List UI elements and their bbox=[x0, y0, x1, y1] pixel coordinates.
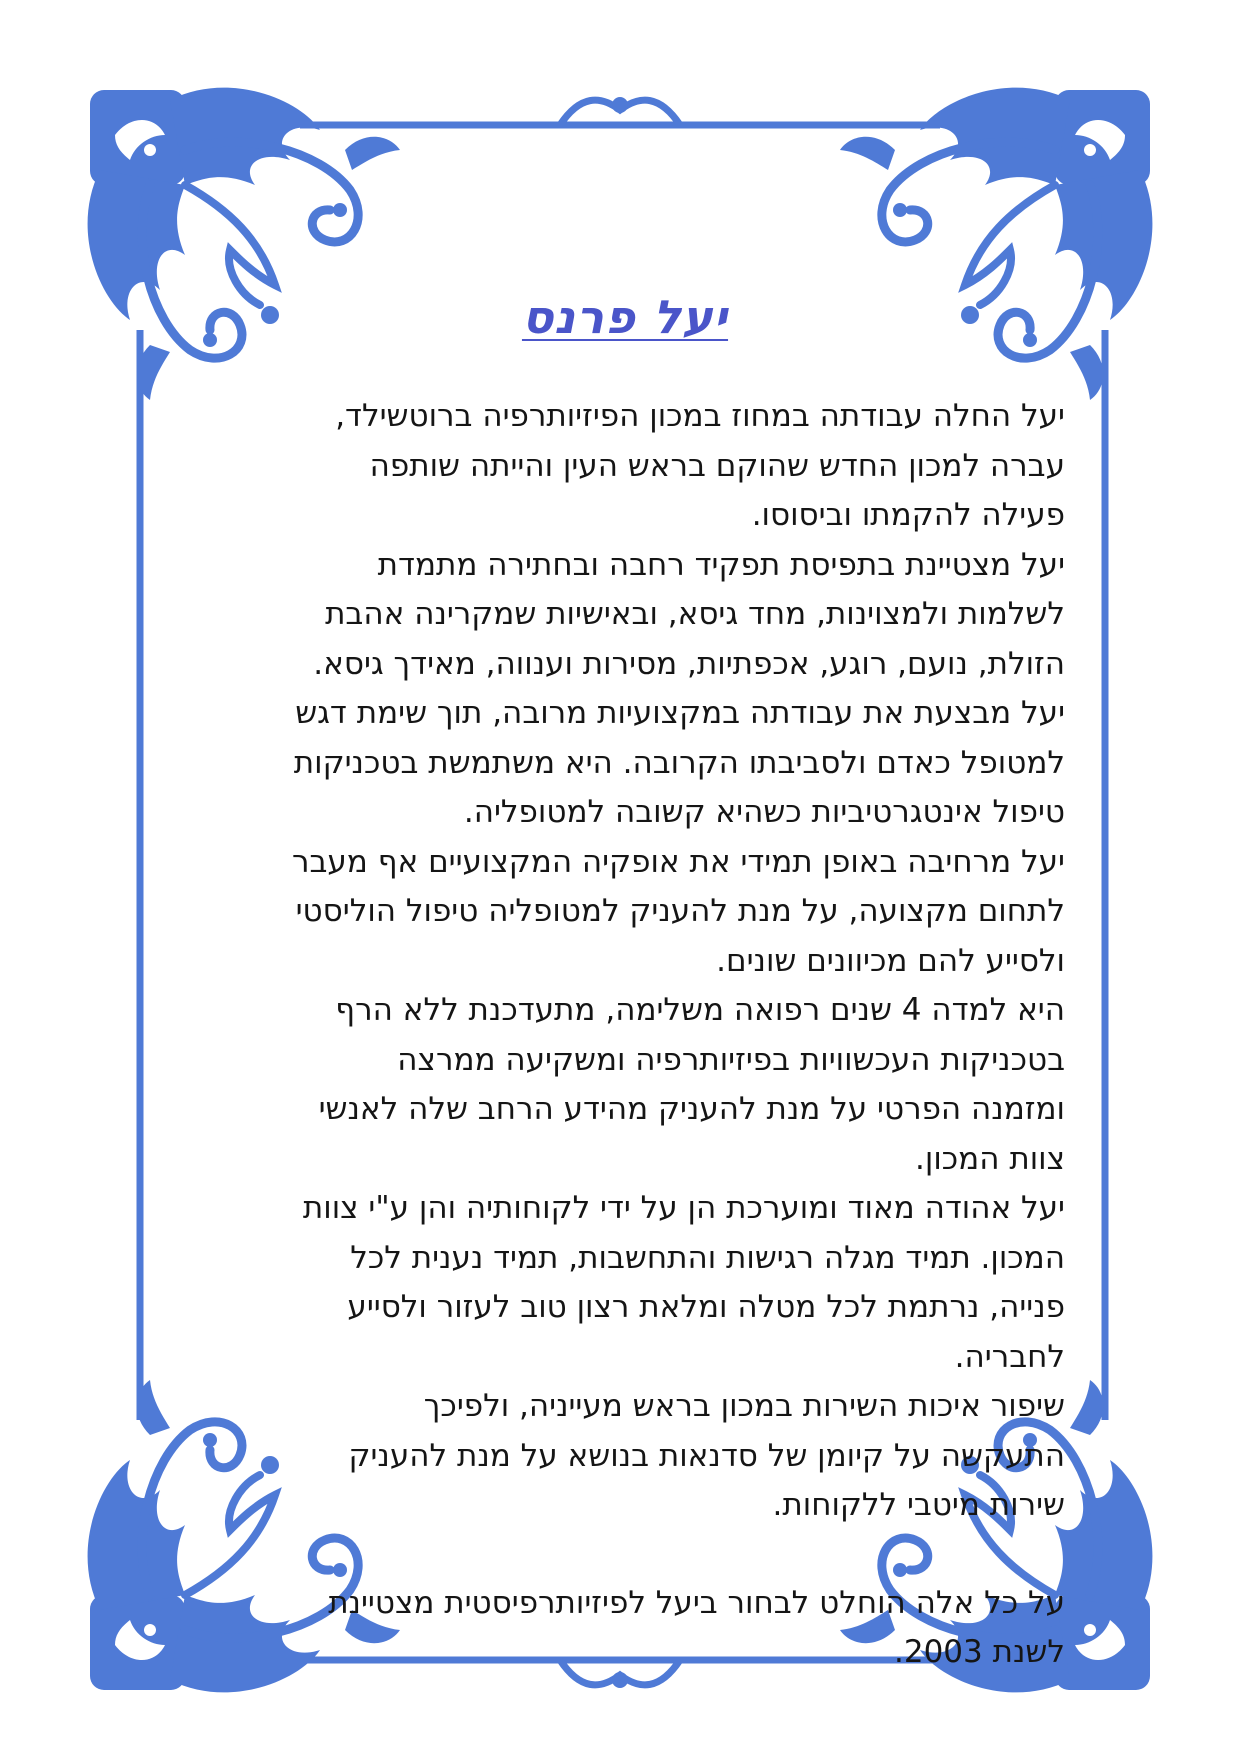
paragraph-4: יעל מרחיבה באופן תמידי את אופקיה המקצועיים אף מעבר לתחום מקצועה, על מנת להעניק למטופליה טיפול הוליסטי ולסייע להם מכיוונים שונים. bbox=[291, 843, 1065, 979]
page-title: יעל פרנס bbox=[521, 290, 729, 344]
paragraph-5: היא למדה 4 שנים רפואה משלימה, מתעדכנת ללא הרף בטכניקות העכשוויות בפיזיותרפיה ומשקיעה ממרצה ומזמנה הפרטי על מנת להעניק מהידע הרחב שלה לאנשי צוות המכון. bbox=[318, 992, 1065, 1177]
certificate-body bbox=[185, 290, 1065, 1690]
ornament-top-center bbox=[560, 97, 680, 125]
paragraph-spacer bbox=[185, 1531, 1065, 1579]
paragraph-2: יעל מצטיינת בתפיסת תפקיד רחבה ובחתירה מתמדת לשלמות ולמצוינות, מחד גיסא, ובאישיות שמקרינה אהבת הזולת, נועם, רוגע, אכפתיות, מסירות וענווה, מאידך גיסא. bbox=[313, 546, 1065, 682]
paragraph-6: יעל אהודה מאוד ומוערכת הן על ידי לקוחותיה והן ע"י צוות המכון. תמיד מגלה רגישות והתחשבות, תמיד נענית לכל פנייה, נרתמת לכל מטלה ומלאת רצון טוב לעזור ולסייע לחבריה. bbox=[302, 1190, 1065, 1375]
conclusion-paragraph: על כל אלה הוחלט לבחור ביעל לפיזיותרפיסטית מצטיינת לשנת 2003. bbox=[328, 1584, 1065, 1670]
paragraph-1: יעל החלה עבודתה במחוז במכון הפיזיותרפיה ברוטשילד, עברה למכון החדש שהוקם בראש העין והייתה שותפה פעילה להקמתו וביסוסו. bbox=[335, 398, 1065, 533]
paragraph-3: יעל מבצעת את עבודתה במקצועיות מרובה, תוך שימת דגש למטופל כאדם ולסביבתו הקרובה. היא משתמשת בטכניקות טיפול אינטגרטיביות כשהיא קשובה למטופליה. bbox=[293, 695, 1065, 830]
paragraph-7: שיפור איכות השירות במכון בראש מעייניה, ולפיכך התעקשה על קיומן של סדנאות בנושא על מנת להעניק שירות מיטבי ללקוחות. bbox=[348, 1388, 1065, 1523]
